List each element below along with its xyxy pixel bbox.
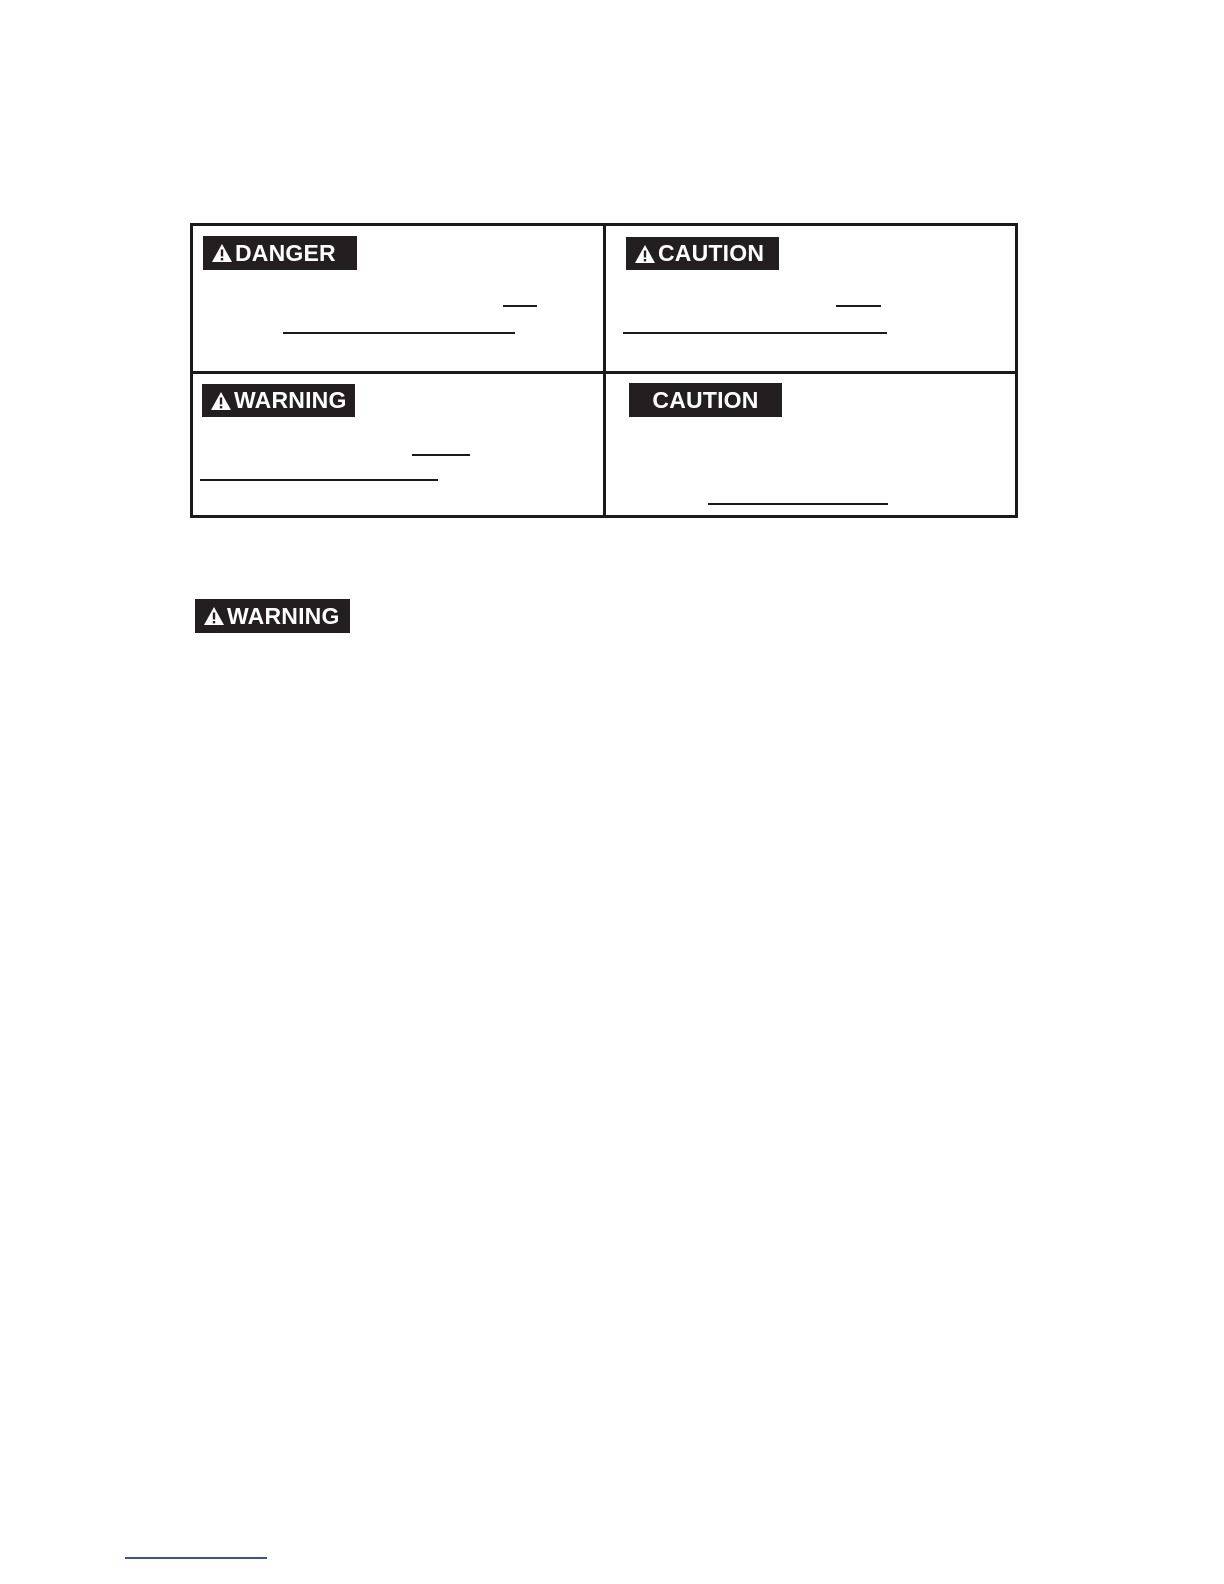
caution-alert-signal-label	[626, 237, 779, 270]
warning-standalone-signal-label	[195, 599, 350, 633]
danger-label-text: DANGER	[235, 239, 336, 266]
table-horizontal-divider	[193, 371, 1015, 374]
warning-underline-long	[200, 479, 438, 481]
warning-triangle-icon	[634, 244, 656, 264]
caution-plain-signal-label	[629, 383, 782, 417]
danger-underline-long	[283, 332, 515, 334]
warning-underline-short	[412, 454, 470, 456]
danger-underline-short	[503, 305, 537, 307]
warning-alert-signal-label	[202, 384, 355, 417]
caution-plain-underline	[708, 503, 888, 505]
footer-link-underline[interactable]	[125, 1557, 267, 1559]
warning-triangle-icon	[210, 391, 232, 411]
warning-standalone-label-text: WARNING	[227, 602, 340, 629]
caution-plain-label-text: CAUTION	[652, 386, 759, 413]
caution-underline-short	[836, 305, 881, 307]
warning-alert-label-text: WARNING	[234, 387, 347, 413]
danger-signal-label	[203, 236, 357, 270]
caution-underline-long	[623, 332, 887, 334]
warning-triangle-icon	[203, 606, 225, 626]
safety-signal-table	[190, 223, 1018, 518]
caution-alert-label-text: CAUTION	[658, 240, 765, 266]
warning-triangle-icon	[211, 243, 233, 263]
